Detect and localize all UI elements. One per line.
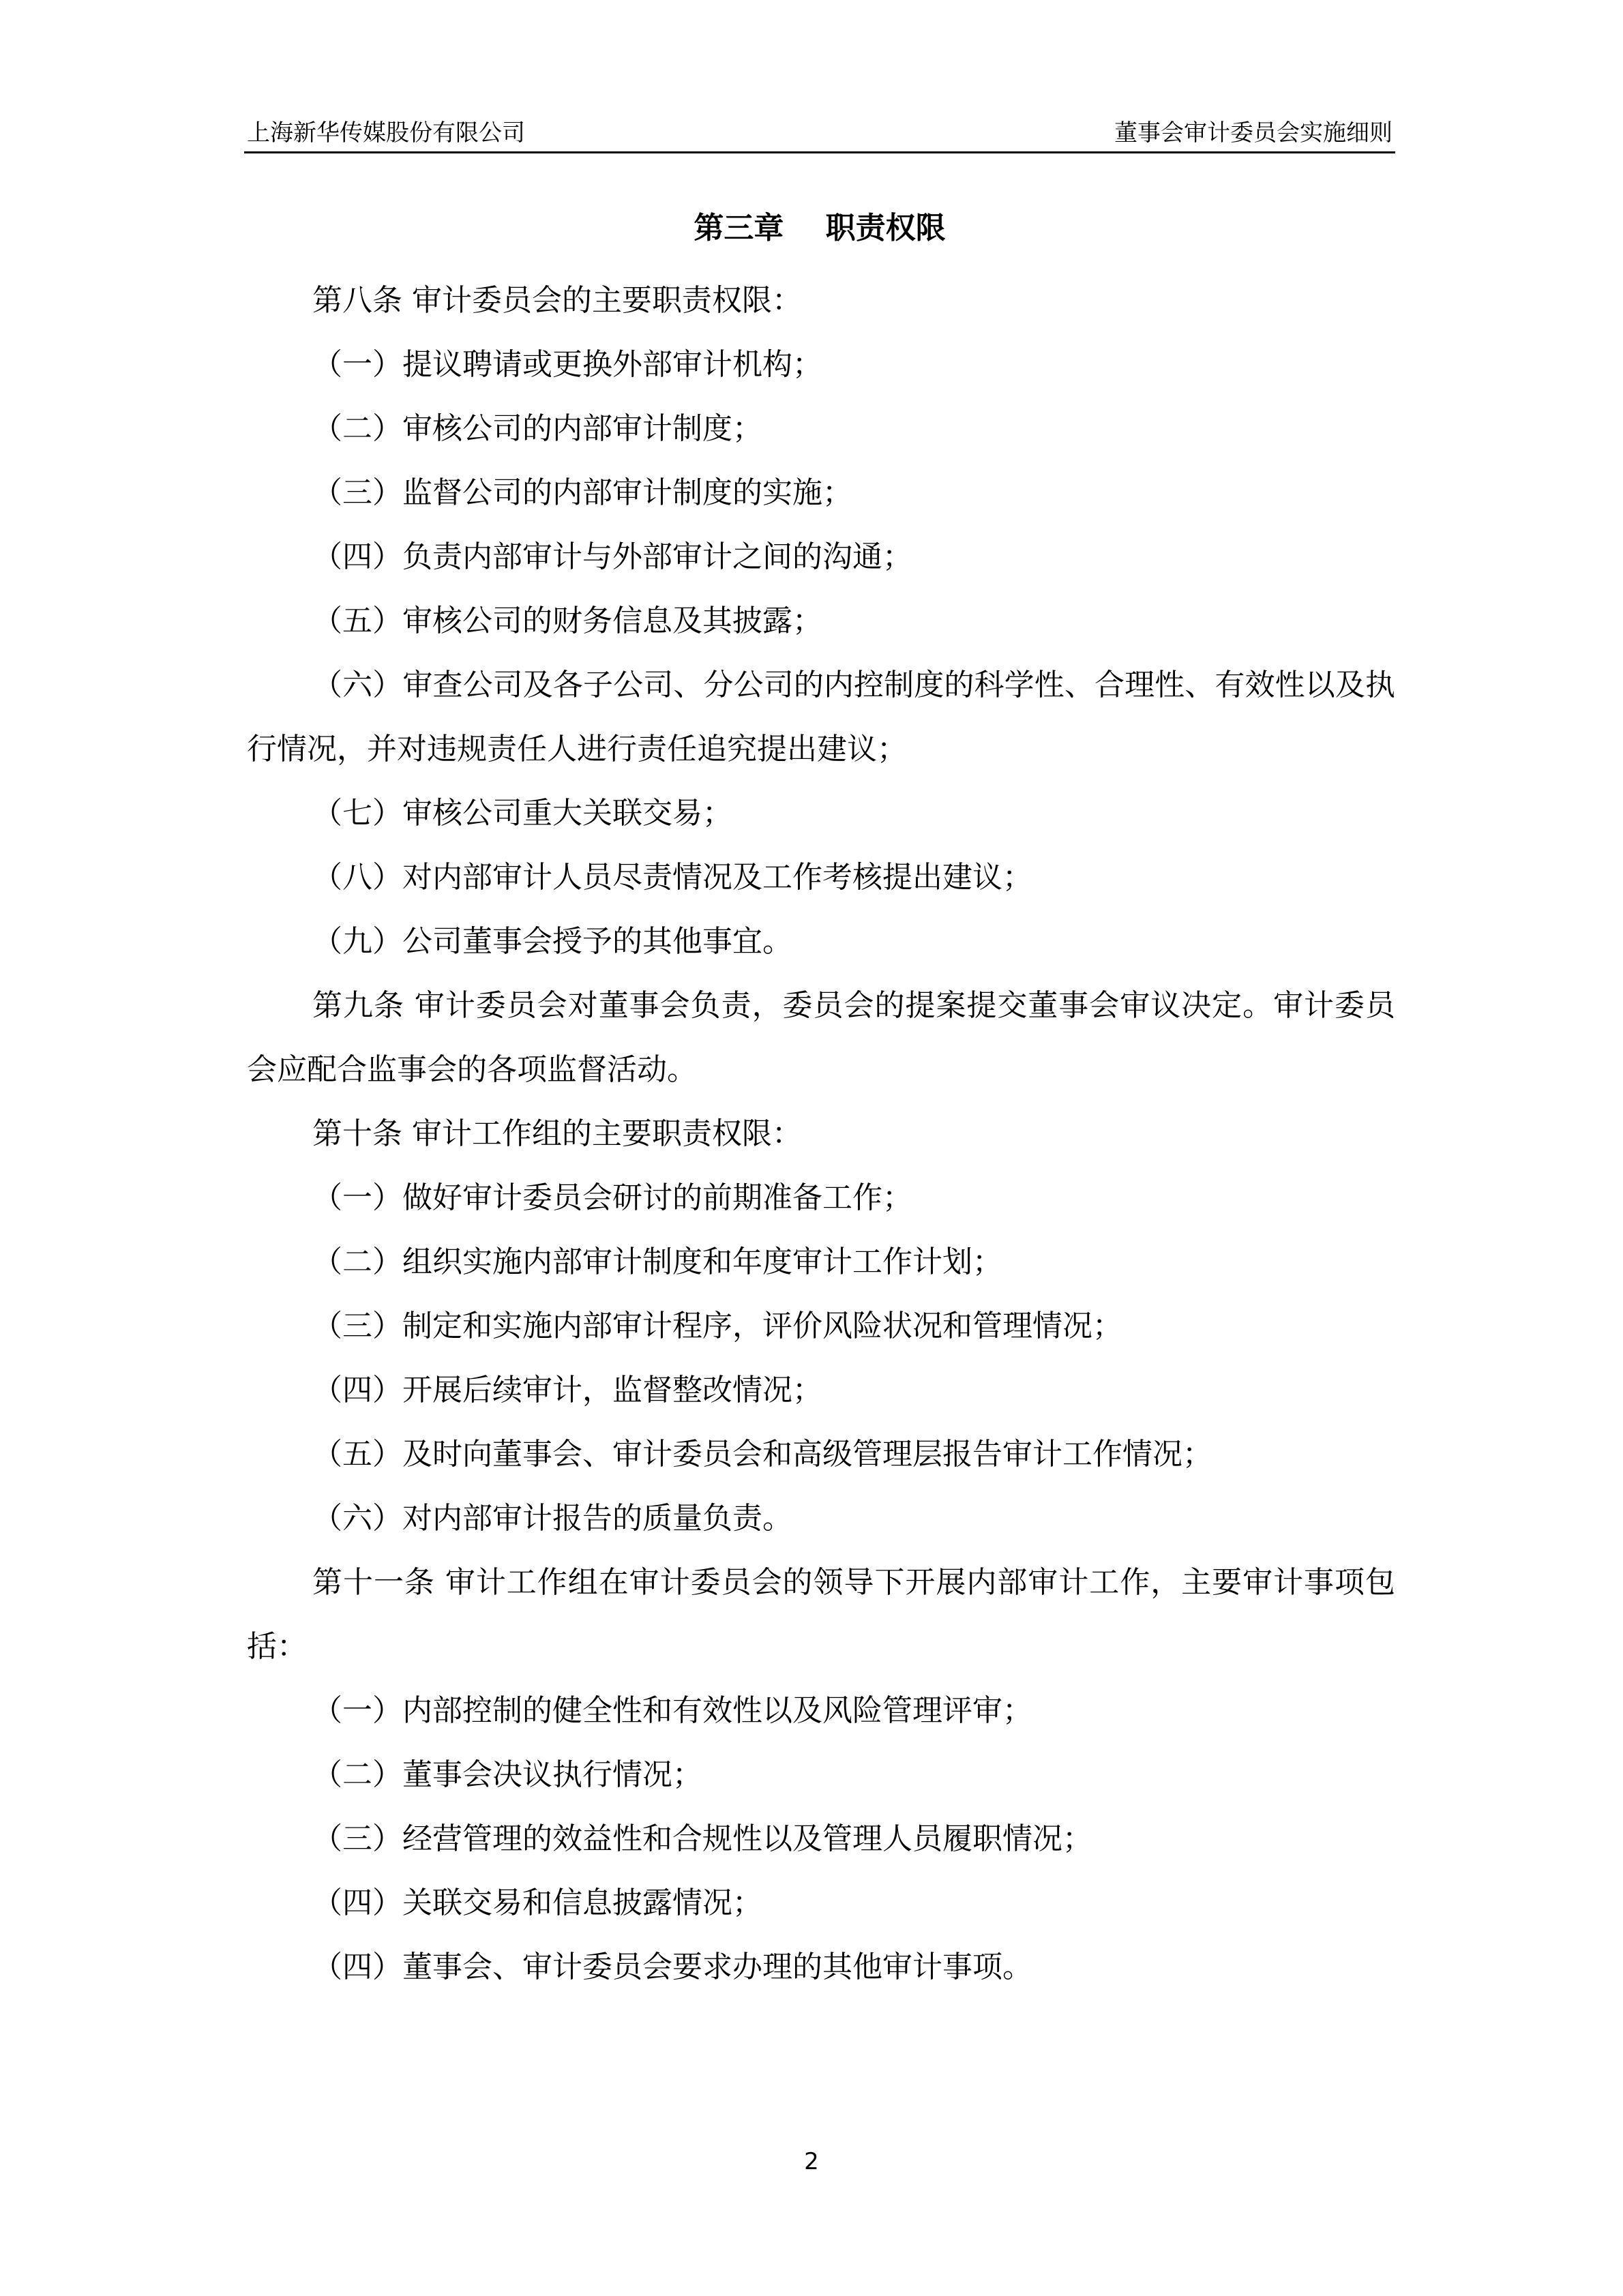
- page-number: 2: [804, 2148, 819, 2175]
- article-8-item-9: （九）公司董事会授予的其他事宜。: [312, 924, 792, 959]
- article-9-text: 第九条 审计委员会对董事会负责，委员会的提案提交董事会审议决定。审计委员会应配合监事会的各项监督活动。: [247, 988, 1395, 1087]
- article-11-item-5: （四）董事会、审计委员会要求办理的其他审计事项。: [312, 1950, 1032, 1984]
- article-11-item-1: （一）内部控制的健全性和有效性以及风险管理评审；: [312, 1693, 1032, 1728]
- article-10-title: 第十条 审计工作组的主要职责权限：: [312, 1116, 802, 1151]
- chapter-title: 第三章 职责权限: [694, 211, 946, 245]
- article-11-item-4: （四）关联交易和信息披露情况；: [312, 1885, 762, 1920]
- article-10-item-1: （一）做好审计委员会研讨的前期准备工作；: [312, 1180, 912, 1215]
- article-8-title: 第八条 审计委员会的主要职责权限：: [312, 283, 802, 318]
- article-10-item-4: （四）开展后续审计，监督整改情况；: [312, 1373, 822, 1407]
- article-10-item-6: （六）对内部审计报告的质量负责。: [312, 1501, 792, 1536]
- header-divider: [244, 151, 1395, 153]
- article-8-item-5: （五）审核公司的财务信息及其披露；: [312, 603, 822, 638]
- article-8-item-1: （一）提议聘请或更换外部审计机构；: [312, 347, 822, 382]
- article-10-item-2: （二）组织实施内部审计制度和年度审计工作计划；: [312, 1244, 1002, 1279]
- page-header: [244, 115, 1395, 151]
- document-body: [247, 269, 1395, 1999]
- article-8-item-3: （三）监督公司的内部审计制度的实施；: [312, 475, 852, 510]
- article-11-item-3: （三）经营管理的效益性和合规性以及管理人员履职情况；: [312, 1821, 1092, 1856]
- article-8-item-2: （二）审核公司的内部审计制度；: [312, 411, 762, 446]
- article-11-text: 第十一条 审计工作组在审计委员会的领导下开展内部审计工作，主要审计事项包括：: [247, 1565, 1395, 1664]
- article-8-item-7: （七）审核公司重大关联交易；: [312, 796, 732, 831]
- article-10-item-3: （三）制定和实施内部审计程序，评价风险状况和管理情况；: [312, 1309, 1122, 1343]
- article-8-item-6: （六）审查公司及各子公司、分公司的内控制度的科学性、合理性、有效性以及执行情况，并对违规责任人进行责任追究提出建议；: [247, 668, 1395, 766]
- header-document-title: 董事会审计委员会实施细则: [1114, 119, 1393, 147]
- header-company-name: 上海新华传媒股份有限公司: [247, 119, 525, 147]
- article-10-item-5: （五）及时向董事会、审计委员会和高级管理层报告审计工作情况；: [312, 1437, 1212, 1472]
- article-8-item-8: （八）对内部审计人员尽责情况及工作考核提出建议；: [312, 860, 1032, 895]
- article-8-item-4: （四）负责内部审计与外部审计之间的沟通；: [312, 539, 912, 574]
- article-11-item-2: （二）董事会决议执行情况；: [312, 1757, 702, 1792]
